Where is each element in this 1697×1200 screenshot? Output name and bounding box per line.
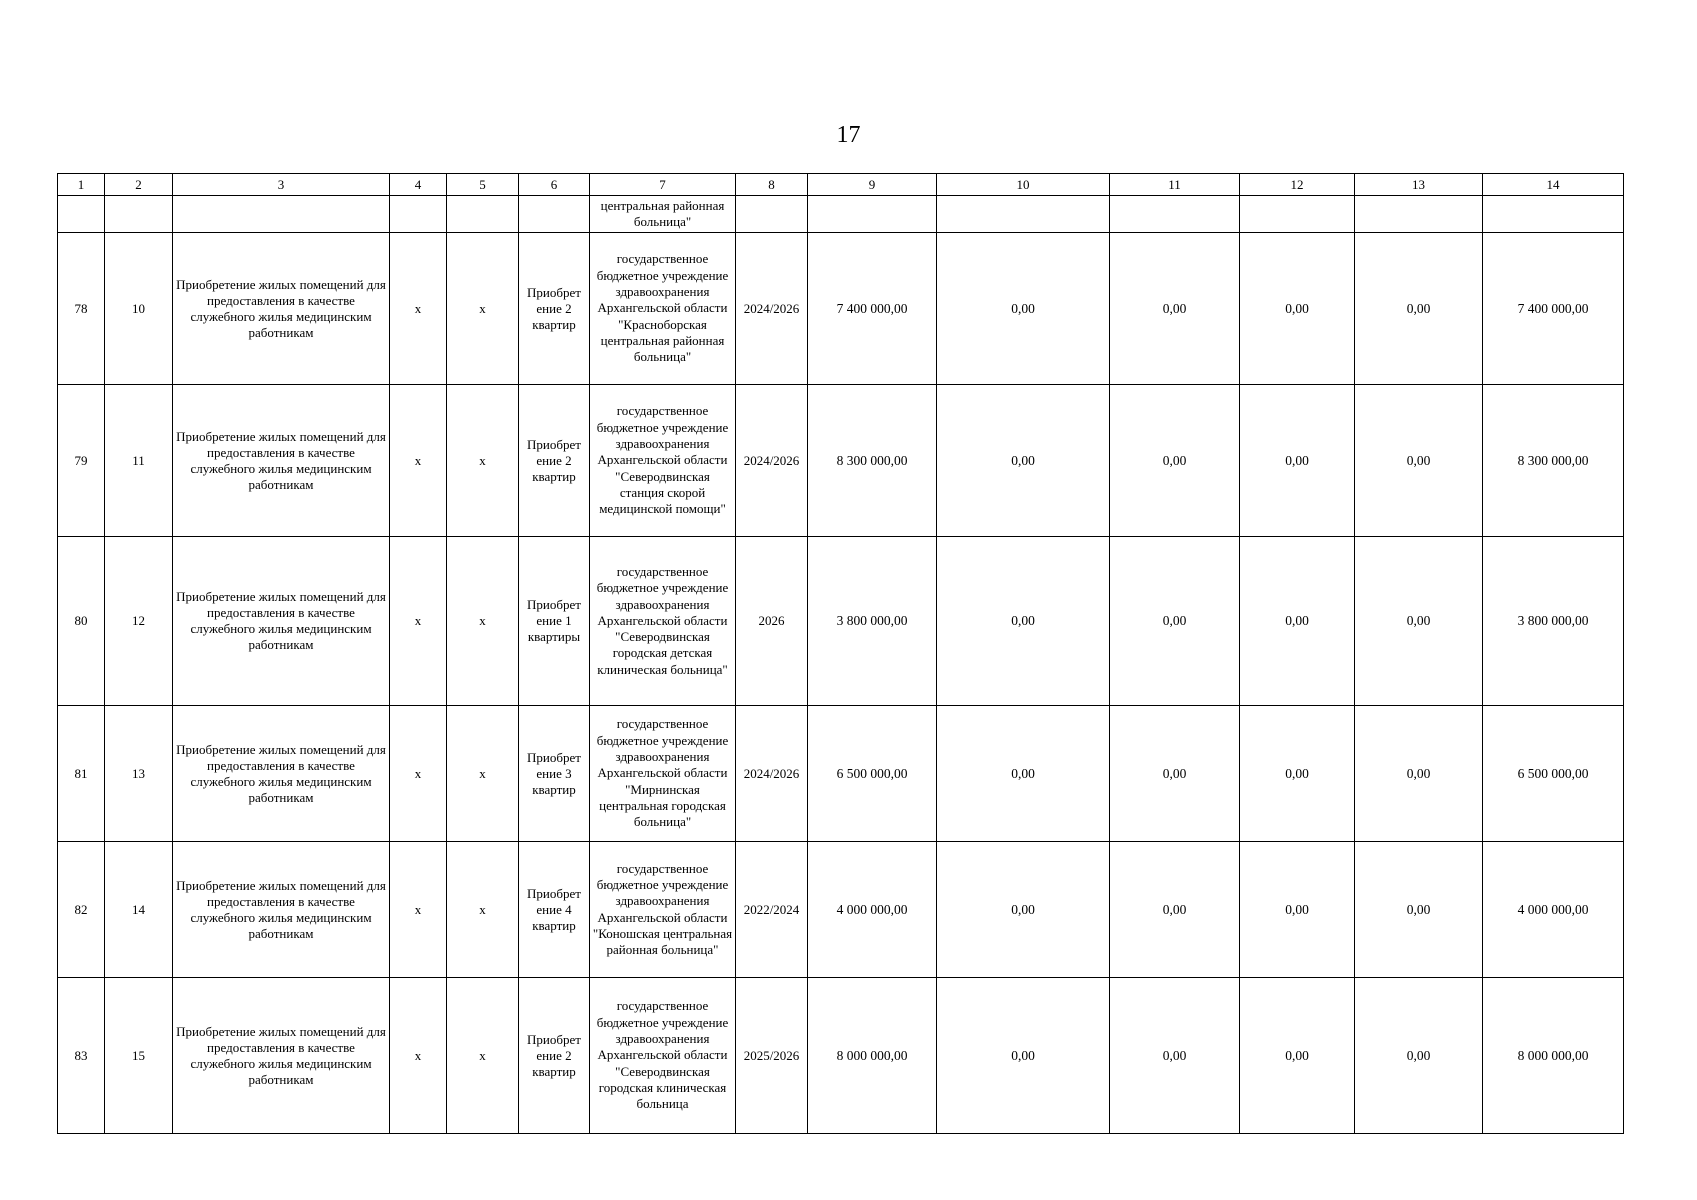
table-row — [58, 842, 1624, 978]
column-header: 8 — [736, 174, 808, 196]
amount-cell: 0,00 — [1110, 537, 1240, 706]
action-cell: Приобрет ение 4 квартир — [519, 842, 590, 978]
item-number: 13 — [105, 706, 173, 842]
amount-cell: 4 000 000,00 — [1483, 842, 1624, 978]
table-cell — [736, 196, 808, 233]
organization-cell: государственное бюджетное учреждение здравоохранения Архангельской области "Мирнинская центральная городская больница" — [590, 706, 736, 842]
continuation-row — [58, 196, 1624, 233]
amount-cell: 3 800 000,00 — [808, 537, 937, 706]
table-cell: х — [447, 385, 519, 537]
table-cell: х — [447, 706, 519, 842]
table-row — [58, 537, 1624, 706]
column-header: 2 — [105, 174, 173, 196]
item-number: 15 — [105, 978, 173, 1134]
action-cell: Приобрет ение 2 квартир — [519, 385, 590, 537]
column-header: 13 — [1355, 174, 1483, 196]
page-number: 17 — [836, 122, 861, 148]
table-cell: х — [447, 537, 519, 706]
measure-name: Приобретение жилых помещений для предоставления в качестве служебного жилья медицинским работникам — [173, 537, 390, 706]
column-header: 3 — [173, 174, 390, 196]
table-cell: х — [447, 233, 519, 385]
row-number: 81 — [58, 706, 105, 842]
action-cell: Приобрет ение 2 квартир — [519, 233, 590, 385]
item-number: 12 — [105, 537, 173, 706]
table-cell: х — [390, 706, 447, 842]
measure-name: Приобретение жилых помещений для предоставления в качестве служебного жилья медицинским работникам — [173, 385, 390, 537]
item-number: 11 — [105, 385, 173, 537]
amount-cell: 0,00 — [1355, 385, 1483, 537]
item-number: 10 — [105, 233, 173, 385]
amount-cell: 6 500 000,00 — [1483, 706, 1624, 842]
period-cell: 2022/2024 — [736, 842, 808, 978]
organization-cell: государственное бюджетное учреждение здравоохранения Архангельской области "Северодвинская станция скорой медицинской помощи" — [590, 385, 736, 537]
table-cell — [447, 196, 519, 233]
table-cell — [173, 196, 390, 233]
organization-cell: государственное бюджетное учреждение здравоохранения Архангельской области "Красноборская центральная районная больница" — [590, 233, 736, 385]
table-row — [58, 706, 1624, 842]
measure-name: Приобретение жилых помещений для предоставления в качестве служебного жилья медицинским работникам — [173, 842, 390, 978]
table-cell — [58, 196, 105, 233]
column-header: 11 — [1110, 174, 1240, 196]
table-cell — [1483, 196, 1624, 233]
table-cell: х — [390, 978, 447, 1134]
item-number: 14 — [105, 842, 173, 978]
column-header: 4 — [390, 174, 447, 196]
amount-cell: 8 300 000,00 — [808, 385, 937, 537]
table-cell: х — [390, 385, 447, 537]
table-cell — [519, 196, 590, 233]
budget-table — [57, 173, 1624, 1134]
table-cell: х — [447, 978, 519, 1134]
period-cell: 2024/2026 — [736, 706, 808, 842]
amount-cell: 8 000 000,00 — [808, 978, 937, 1134]
amount-cell: 0,00 — [937, 385, 1110, 537]
amount-cell: 6 500 000,00 — [808, 706, 937, 842]
table-cell — [1355, 196, 1483, 233]
table-row — [58, 978, 1624, 1134]
period-cell: 2024/2026 — [736, 385, 808, 537]
row-number: 79 — [58, 385, 105, 537]
amount-cell: 0,00 — [1355, 978, 1483, 1134]
column-header: 7 — [590, 174, 736, 196]
table-cell — [808, 196, 937, 233]
table-row — [58, 233, 1624, 385]
amount-cell: 0,00 — [937, 706, 1110, 842]
amount-cell: 0,00 — [1110, 233, 1240, 385]
amount-cell: 8 000 000,00 — [1483, 978, 1624, 1134]
row-number: 83 — [58, 978, 105, 1134]
column-header: 9 — [808, 174, 937, 196]
measure-name: Приобретение жилых помещений для предоставления в качестве служебного жилья медицинским работникам — [173, 233, 390, 385]
row-number: 82 — [58, 842, 105, 978]
amount-cell: 0,00 — [937, 842, 1110, 978]
amount-cell: 7 400 000,00 — [1483, 233, 1624, 385]
action-cell: Приобрет ение 3 квартир — [519, 706, 590, 842]
column-header: 1 — [58, 174, 105, 196]
organization-cell: центральная районная больница" — [590, 196, 736, 233]
amount-cell: 0,00 — [1110, 978, 1240, 1134]
organization-cell: государственное бюджетное учреждение здравоохранения Архангельской области "Северодвинская городская детская клиническая больница" — [590, 537, 736, 706]
row-number: 78 — [58, 233, 105, 385]
amount-cell: 0,00 — [1355, 233, 1483, 385]
column-header: 12 — [1240, 174, 1355, 196]
period-cell: 2026 — [736, 537, 808, 706]
row-number: 80 — [58, 537, 105, 706]
column-header: 10 — [937, 174, 1110, 196]
action-cell: Приобрет ение 1 квартиры — [519, 537, 590, 706]
amount-cell: 0,00 — [1240, 233, 1355, 385]
amount-cell: 7 400 000,00 — [808, 233, 937, 385]
amount-cell: 0,00 — [1240, 842, 1355, 978]
period-cell: 2024/2026 — [736, 233, 808, 385]
amount-cell: 0,00 — [1110, 385, 1240, 537]
amount-cell: 0,00 — [937, 537, 1110, 706]
measure-name: Приобретение жилых помещений для предоставления в качестве служебного жилья медицинским работникам — [173, 978, 390, 1134]
amount-cell: 0,00 — [1240, 537, 1355, 706]
amount-cell: 3 800 000,00 — [1483, 537, 1624, 706]
column-header: 14 — [1483, 174, 1624, 196]
table-cell: х — [390, 233, 447, 385]
table-cell: х — [390, 537, 447, 706]
amount-cell: 0,00 — [1355, 706, 1483, 842]
column-number-row — [58, 174, 1624, 196]
amount-cell: 0,00 — [1355, 842, 1483, 978]
table-cell — [1240, 196, 1355, 233]
table-cell — [105, 196, 173, 233]
table-cell — [390, 196, 447, 233]
column-header: 5 — [447, 174, 519, 196]
table-cell — [937, 196, 1110, 233]
action-cell: Приобрет ение 2 квартир — [519, 978, 590, 1134]
table-row — [58, 385, 1624, 537]
table-cell: х — [447, 842, 519, 978]
amount-cell: 0,00 — [1240, 706, 1355, 842]
amount-cell: 0,00 — [937, 233, 1110, 385]
amount-cell: 0,00 — [1110, 706, 1240, 842]
amount-cell: 4 000 000,00 — [808, 842, 937, 978]
amount-cell: 0,00 — [1110, 842, 1240, 978]
amount-cell: 8 300 000,00 — [1483, 385, 1624, 537]
amount-cell: 0,00 — [1240, 978, 1355, 1134]
amount-cell: 0,00 — [1240, 385, 1355, 537]
measure-name: Приобретение жилых помещений для предоставления в качестве служебного жилья медицинским работникам — [173, 706, 390, 842]
period-cell: 2025/2026 — [736, 978, 808, 1134]
organization-cell: государственное бюджетное учреждение здравоохранения Архангельской области "Коношская центральная районная больница" — [590, 842, 736, 978]
column-header: 6 — [519, 174, 590, 196]
organization-cell: государственное бюджетное учреждение здравоохранения Архангельской области "Северодвинская городская клиническая больница — [590, 978, 736, 1134]
table-cell — [1110, 196, 1240, 233]
table-cell: х — [390, 842, 447, 978]
amount-cell: 0,00 — [1355, 537, 1483, 706]
amount-cell: 0,00 — [937, 978, 1110, 1134]
